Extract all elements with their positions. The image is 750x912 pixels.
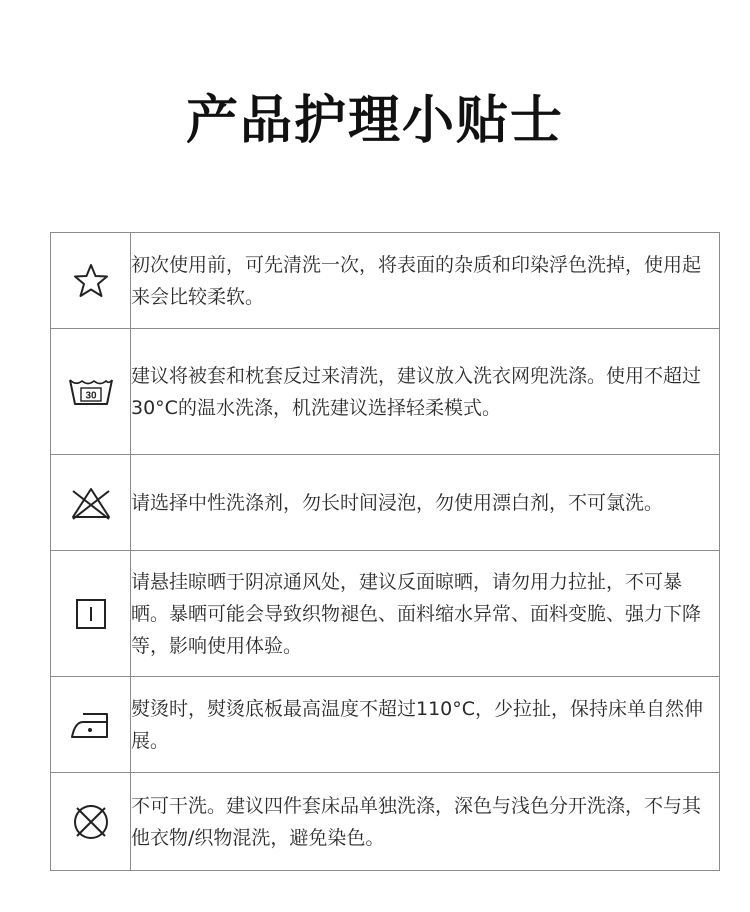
page-title: 产品护理小贴士 (185, 91, 564, 151)
icon-cell (51, 329, 131, 455)
care-row (51, 551, 720, 677)
care-text: 建议将被套和枕套反过来清洗，建议放入洗衣网兜洗涤。使用不超过30°C的温水洗涤，机洗建议选择轻柔模式。 (131, 329, 720, 455)
care-row (51, 773, 720, 871)
care-text: 初次使用前，可先清洗一次，将表面的杂质和印染浮色洗掉，使用起来会比较柔软。 (131, 233, 720, 329)
care-row (51, 329, 720, 455)
care-table (50, 232, 720, 871)
dry-in-shade-icon (73, 596, 109, 632)
icon-cell (51, 233, 131, 329)
wash-temp-label: 30 (84, 390, 97, 401)
icon-cell (51, 677, 131, 773)
icon-cell (51, 551, 131, 677)
wash-30-icon (67, 374, 115, 410)
care-text: 请选择中性洗涤剂，勿长时间浸泡，勿使用漂白剂，不可氯洗。 (131, 455, 720, 551)
care-text: 熨烫时，熨烫底板最高温度不超过110°C，少拉扯，保持床单自然伸展。 (131, 677, 720, 773)
no-dry-clean-icon (71, 802, 111, 842)
care-text: 不可干洗。建议四件套床品单独洗涤，深色与浅色分开洗涤，不与其他衣物/织物混洗，避免染色。 (131, 773, 720, 871)
care-row (51, 233, 720, 329)
care-row (51, 455, 720, 551)
iron-low-icon (69, 708, 113, 742)
care-row (51, 677, 720, 773)
no-bleach-icon (69, 485, 113, 521)
care-text: 请悬挂晾晒于阴凉通风处，建议反面晾晒，请勿用力拉扯，不可暴晒。暴晒可能会导致织物褪色、面料缩水异常、面料变脆、强力下降等，影响使用体验。 (131, 551, 720, 677)
icon-cell (51, 773, 131, 871)
icon-cell (51, 455, 131, 551)
star-icon (71, 261, 111, 301)
